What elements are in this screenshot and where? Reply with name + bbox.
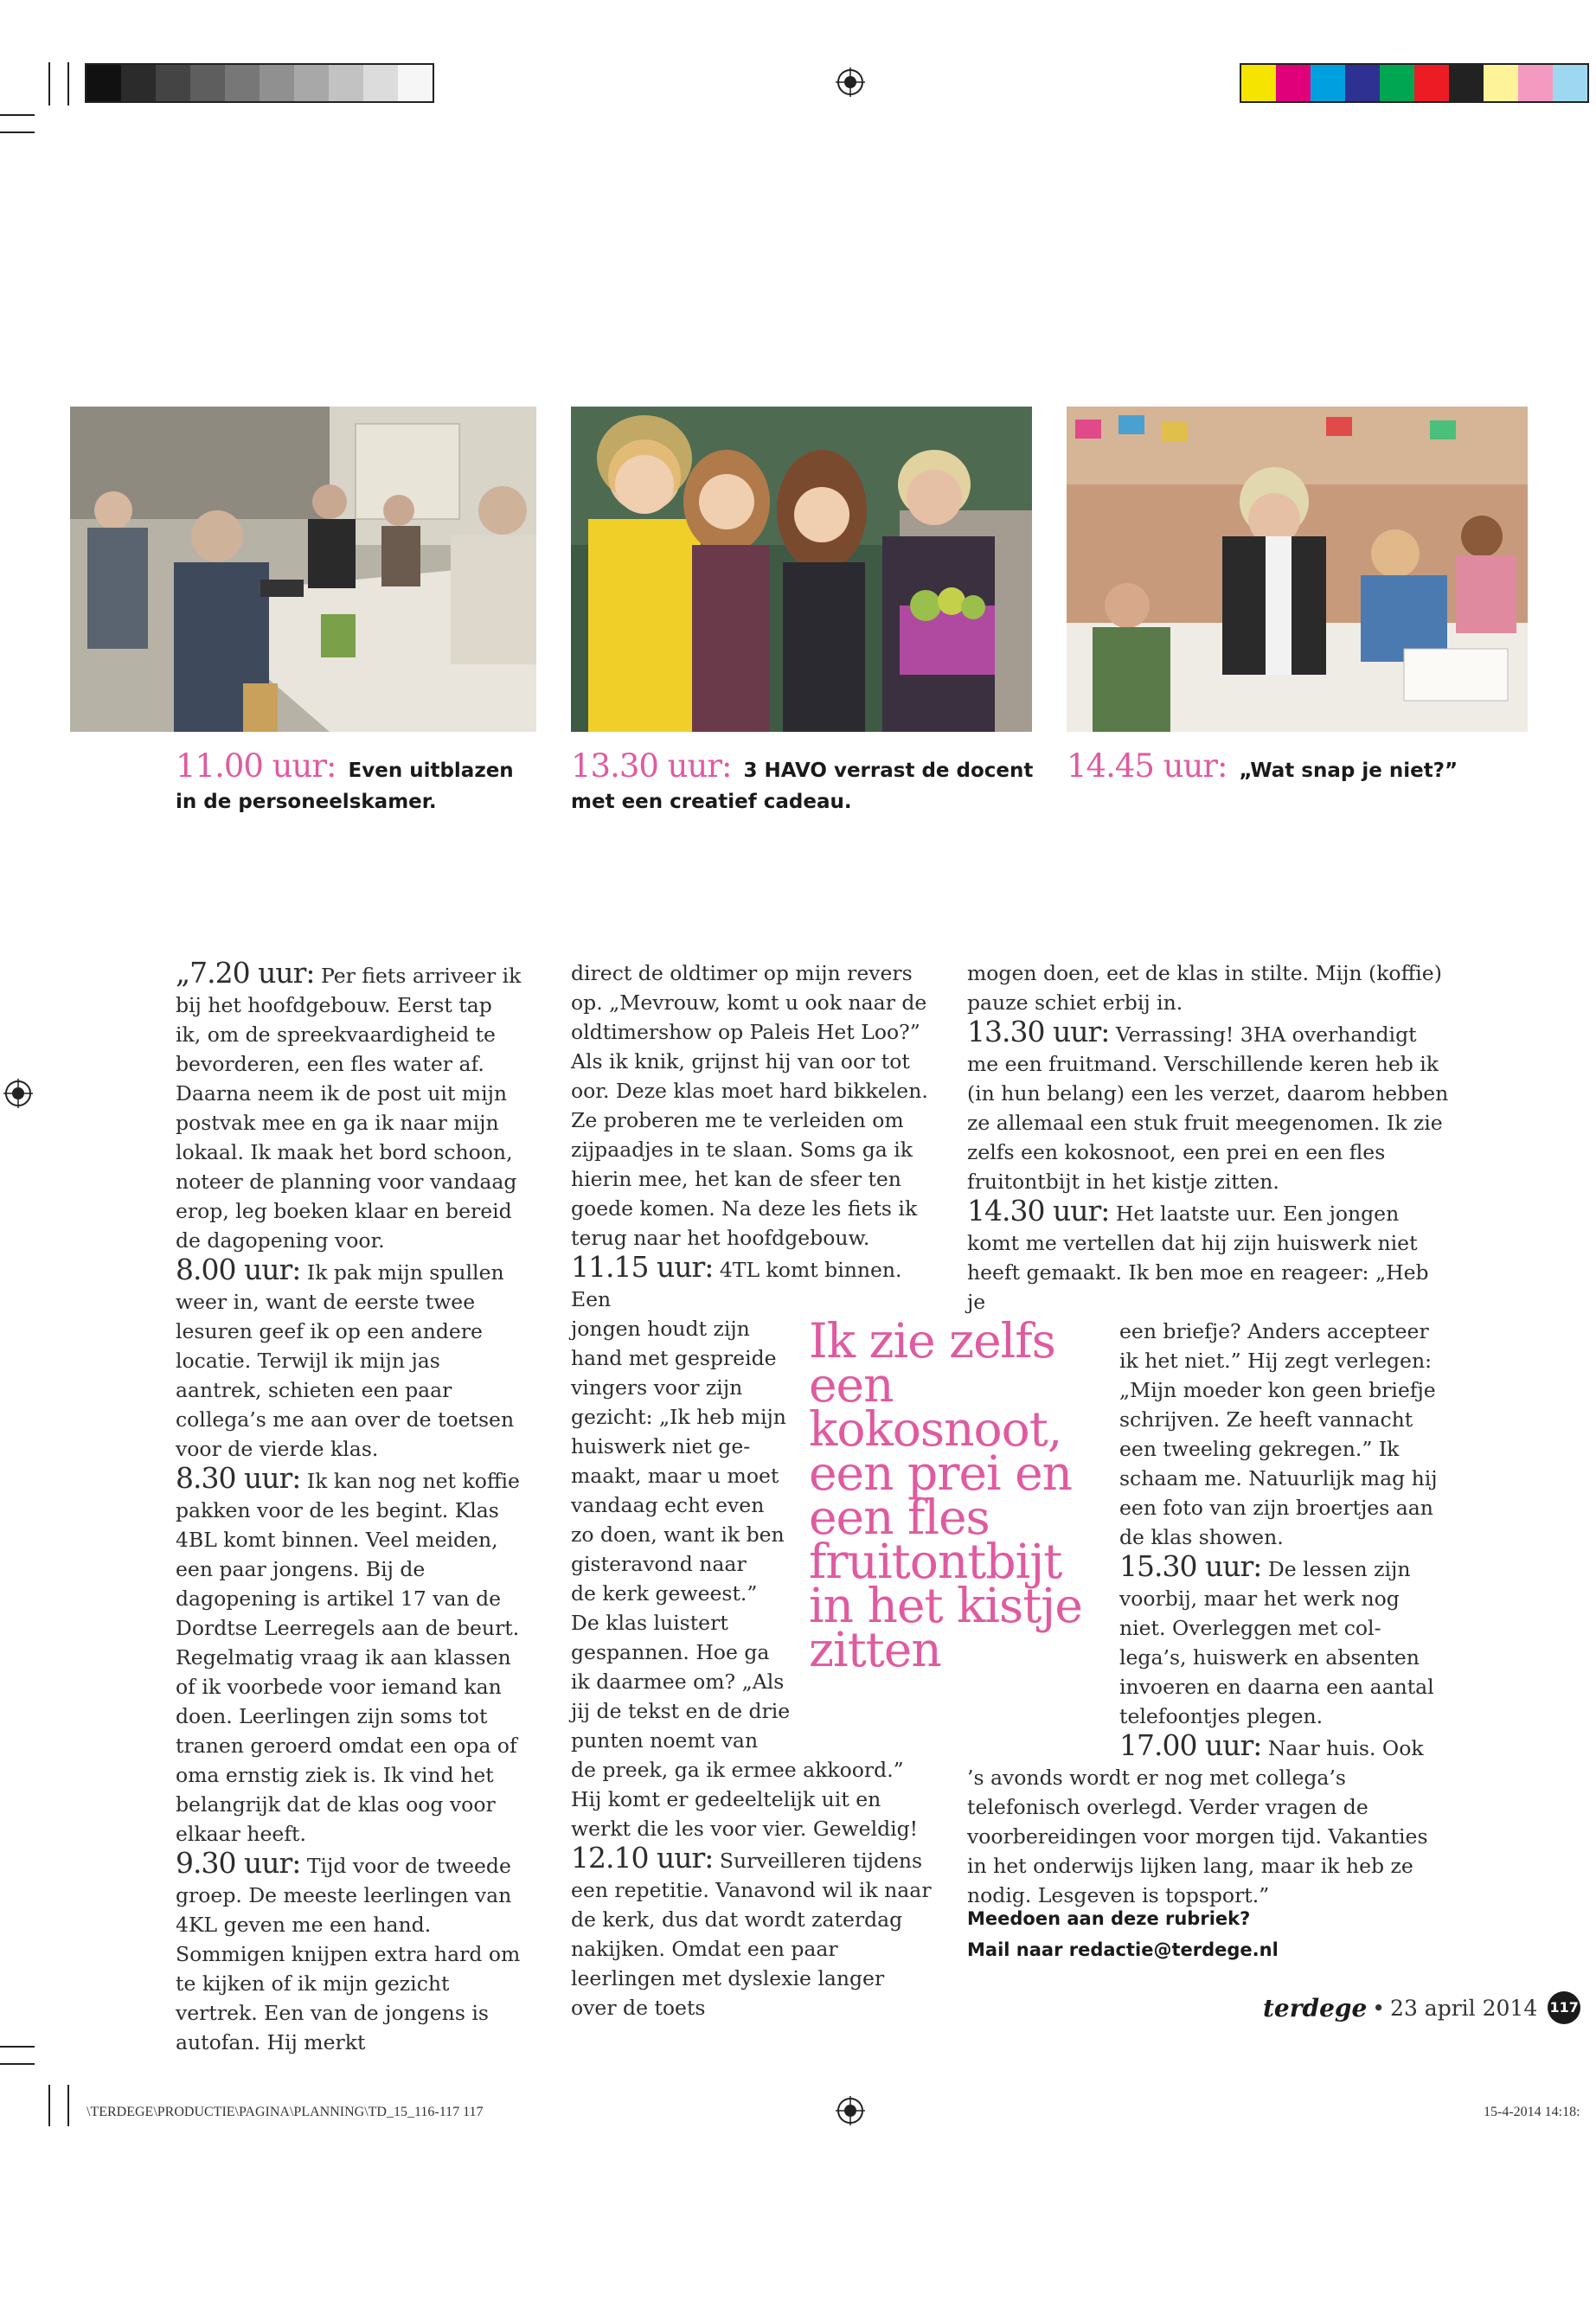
entry-text: Tijd voor de tweede groep. De meeste leerlingen van 4KL geven me een hand. Sommigen knijpen extra hard om te kijken of ik mijn gezicht vertrek. Een van de jongens is autofan. Hij merkt — [176, 1854, 521, 2054]
diary-entry — [1119, 1549, 1452, 1584]
text-line: De klas luistert — [571, 1611, 728, 1635]
photo-class-gift — [571, 407, 1032, 732]
entry-text: direct de oldtimer op mijn revers op. „Mevrouw, komt u ook naar de oldtimershow op Paleis Het Loo?” Als ik knik, grijnst hij van oor tot oor. Deze klas moet hard bikkelen. Ze proberen me te verleiden om zijpaadjes in te slaan. Soms ga ik hierin mee, het kan de sfeer ten goede komen. Na deze les fiets ik terug naar het hoofdgebouw. — [571, 961, 928, 1250]
caption-time: 14.45 uur: — [1067, 747, 1227, 785]
text-line: jongen houdt zijn — [571, 1317, 750, 1341]
diary-entry — [176, 958, 523, 1255]
caption-text: Even uitblazen in de personeelskamer. — [176, 760, 514, 813]
crop-mark — [48, 62, 50, 106]
entry-text: ’s avonds wordt er nog met collega’s telefonisch overlegd. Verder vragen de voorbereidingen voor morgen tijd. Vakanties in het onderwijs lijken lang, maar ik heb ze nodig. Lesgeven is topsport.” — [967, 1766, 1428, 1907]
entry-time: 15.30 uur: — [1119, 1549, 1262, 1583]
entry-time: 8.00 uur: — [176, 1253, 301, 1286]
text-line: Naar huis. Ook — [1267, 1736, 1424, 1760]
text-line: jij de tekst en de drie — [571, 1699, 791, 1723]
caption-text: 3 HAVO verrast de docent met een creatief cadeau. — [571, 760, 1034, 813]
print-slug-path: \TERDEGE\PRODUCTIE\PAGINA\PLANNING\TD_15_116-117 117 — [87, 2105, 484, 2119]
entry-text: Ik kan nog net koffie pakken voor de les begint. Klas 4BL komt binnen. Veel meiden, een paar jongens. Bij de dagopening is artikel 17 van de Dordtse Leerregels aan de beurt. Regelmatig vraag ik aan klassen of ik voorbede voor iemand kan doen. Leerlingen zijn soms tot tranen geroerd omdat een opa of oma ernstig ziek is. Ik vind het belangrijk dat de klas oog voor elkaar heeft. — [176, 1469, 520, 1846]
photo-staffroom — [70, 407, 536, 732]
pull-quote: Ik zie zelfs een kokosnoot, een prei en een fles fruitontbijt in het kistje zitten — [809, 1313, 1082, 1677]
photo-caption — [571, 747, 1042, 817]
diary-entry — [967, 1017, 1452, 1196]
text-line: een briefje? Anders accepteer — [1119, 1319, 1429, 1343]
text-line: de kerk geweest.” — [571, 1581, 758, 1606]
crop-mark — [0, 131, 35, 133]
entry-text: Verrassing! 3HA overhandigt me een fruitmand. Verschillende keren heb ik (in hun belang) een les verzet, daarom hebben ze allemaal een stuk fruit meegenomen. Ik zie zelfs een kokosnoot, een prei en een fles fruitontbijt in het kistje zitten. — [967, 1022, 1449, 1194]
diary-entry — [176, 1255, 523, 1464]
photo-caption — [176, 747, 539, 817]
photo-classroom — [1067, 407, 1528, 732]
contact-box — [967, 1903, 1279, 1965]
text-line: huiswerk niet ge- — [571, 1434, 751, 1458]
diary-entry — [176, 1461, 523, 1849]
crop-mark — [0, 114, 35, 116]
text-line: zo doen, want ik ben — [571, 1522, 785, 1547]
text-line: invoeren en daarna een aantal — [1119, 1675, 1434, 1699]
entry-text: Surveilleren tijdens een repetitie. Vanavond wil ik naar de kerk, dus dat wordt zaterdag nakijken. Omdat een paar leerlingen met dyslexie langer over de toets — [571, 1849, 932, 2020]
text-line: een tweeling gekregen.” Ik — [1119, 1437, 1400, 1461]
entry-text: 4TL komt binnen. Een — [571, 1258, 902, 1311]
process-color-bar — [1240, 63, 1589, 103]
text-line: gisteravond naar — [571, 1552, 747, 1576]
text-line: „Mijn moeder kon geen briefje — [1119, 1378, 1436, 1402]
registration-mark-icon — [836, 67, 865, 97]
registration-mark-icon — [836, 2096, 865, 2125]
diary-entry — [571, 1843, 934, 2022]
caption-time: 13.30 uur: — [571, 747, 732, 785]
brand-logo: terdege — [1263, 1993, 1368, 2022]
entry-time: 8.30 uur: — [176, 1461, 301, 1495]
page-number: 117 — [1548, 1991, 1580, 2024]
crop-mark — [67, 2085, 69, 2126]
diary-entry — [571, 1250, 934, 1314]
text-line: schaam me. Natuurlijk mag hij — [1119, 1466, 1438, 1490]
text-line: schrijven. Ze heeft vannacht — [1119, 1407, 1413, 1432]
text-line: een foto van zijn broertjes aan — [1119, 1496, 1433, 1520]
print-slug-timestamp: 15-4-2014 14:18: — [1484, 2105, 1580, 2119]
issue-date: 23 april 2014 — [1390, 1995, 1538, 2021]
text-line: de klas showen. — [1119, 1525, 1284, 1549]
entry-time: 12.10 uur: — [571, 1841, 714, 1875]
entry-text: Ik pak mijn spullen weer in, want de eerste twee lesuren geef ik op een andere locatie. Terwijl ik mijn jas aantrek, schieten een paar collega’s me aan over de toetsen voor de vierde klas. — [176, 1260, 515, 1461]
diary-entry — [967, 1196, 1452, 1317]
contact-question: Meedoen aan deze rubriek? — [967, 1908, 1251, 1929]
crop-mark — [0, 2046, 35, 2048]
entry-time: „7.20 uur: — [176, 956, 315, 990]
crop-mark — [0, 2063, 35, 2065]
diary-entry — [176, 1846, 523, 2057]
text-line: maakt, maar u moet — [571, 1464, 779, 1488]
entry-text: de preek, ga ik ermee akkoord.” Hij komt er gedeeltelijk uit en werkt die les voor vier. Geweldig! — [571, 1758, 919, 1841]
wrapped-text — [967, 1317, 1452, 1763]
crop-mark — [67, 62, 69, 106]
text-line: hand met gespreide — [571, 1346, 777, 1370]
photo-caption — [1067, 747, 1534, 786]
article-column-3 — [967, 958, 1452, 1910]
entry-text: mogen doen, eet de klas in stilte. Mijn (koffie) pauze schiet erbij in. — [967, 961, 1442, 1015]
caption-text: „Wat snap je niet?” — [1239, 760, 1458, 782]
entry-time: 9.30 uur: — [176, 1846, 301, 1880]
article-column-1 — [176, 958, 523, 2057]
entry-time: 11.15 uur: — [571, 1250, 714, 1284]
page-footer — [1263, 1991, 1580, 2024]
text-line: ik daarmee om? „Als — [571, 1670, 785, 1694]
grayscale-color-bar — [85, 63, 434, 103]
crop-mark — [48, 2085, 50, 2126]
entry-time: 13.30 uur: — [967, 1015, 1110, 1048]
footer-separator: • — [1372, 1995, 1386, 2021]
entry-text: Per fiets arriveer ik bij het hoofdgebouw. Eerst tap ik, om de spreekvaardigheid te bevorderen, een fles water af. Daarna neem ik de post uit mijn postvak mee en ga ik naar mijn lokaal. Ik maak het bord schoon, noteer de planning voor vandaag erop, leg boeken klaar en bereid de dagopening voor. — [176, 964, 522, 1253]
text-line: lega’s, huiswerk en absenten — [1119, 1645, 1420, 1670]
text-line: punten noemt van — [571, 1728, 759, 1753]
text-line: De lessen zijn — [1267, 1557, 1411, 1581]
text-line: voorbij, maar het werk nog — [1119, 1586, 1400, 1611]
caption-time: 11.00 uur: — [176, 747, 337, 785]
text-line: vingers voor zijn — [571, 1375, 743, 1400]
entry-time: 14.30 uur: — [967, 1194, 1110, 1227]
contact-email[interactable]: Mail naar redactie@terdege.nl — [967, 1939, 1279, 1960]
text-line: ik het niet.” Hij zegt verlegen: — [1119, 1349, 1432, 1373]
text-line: vandaag echt even — [571, 1493, 765, 1517]
text-line: niet. Overleggen met col- — [1119, 1616, 1381, 1640]
registration-mark-icon — [3, 1079, 33, 1108]
entry-text: Het laatste uur. Een jongen komt me vertellen dat hij zijn huiswerk niet heeft gemaakt. Ik ben moe en reageer: „Heb je — [967, 1202, 1429, 1314]
text-line: telefoontjes plegen. — [1119, 1704, 1324, 1728]
entry-time: 17.00 uur: — [1119, 1728, 1262, 1762]
diary-entry — [1119, 1728, 1452, 1763]
text-line: gezicht: „Ik heb mijn — [571, 1405, 786, 1429]
text-line: gespannen. Hoe ga — [571, 1640, 770, 1664]
